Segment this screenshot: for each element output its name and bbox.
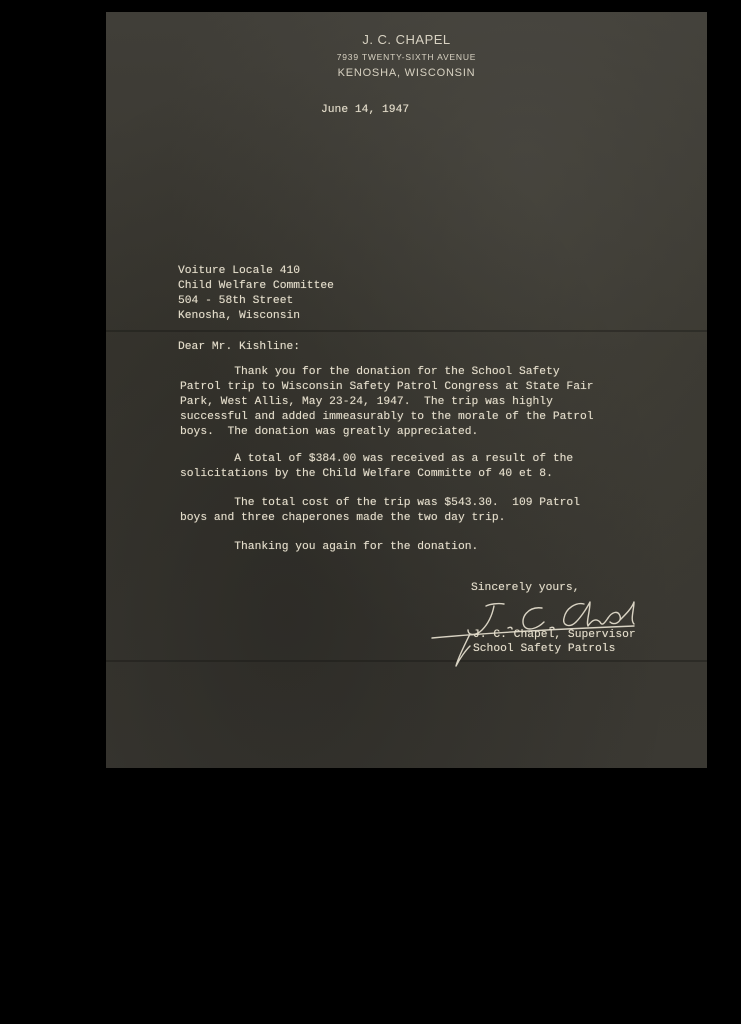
letter-date: June 14, 1947 [321,104,410,116]
recipient-line: Kenosha, Wisconsin [178,310,301,322]
signer-department: School Safety Patrols [473,643,616,655]
recipient-line: Voiture Locale 410 [178,265,301,277]
letterhead-name: J. C. CHAPEL [362,32,451,47]
body-line: successful and added immeasurably to the morale of the Patrol [180,411,594,423]
letterhead-city: KENOSHA, WISCONSIN [337,67,476,79]
paper-fold-line [106,330,707,332]
salutation: Dear Mr. Kishline: [178,341,301,353]
body-line: Patrol trip to Wisconsin Safety Patrol Congress at State Fair [180,381,594,393]
body-line: solicitations by the Child Welfare Committe of 40 et 8. [180,468,553,480]
body-line: Thanking you again for the donation. [180,541,479,553]
body-line: The total cost of the trip was $543.30. 109 Patrol [180,497,580,509]
letterhead-street: 7939 TWENTY-SIXTH AVENUE [336,52,477,62]
body-line: A total of $384.00 was received as a result of the [180,453,574,465]
recipient-line: 504 - 58th Street [178,295,294,307]
closing: Sincerely yours, [471,582,580,594]
body-line: boys. The donation was greatly appreciated. [180,426,479,438]
letter-page [106,12,707,768]
body-line: Park, West Allis, May 23-24, 1947. The trip was highly [180,396,553,408]
body-line: Thank you for the donation for the School Safety [180,366,560,378]
signer-name-title: J. C. Chapel, Supervisor [473,629,636,641]
recipient-line: Child Welfare Committee [178,280,334,292]
body-line: boys and three chaperones made the two day trip. [180,512,506,524]
